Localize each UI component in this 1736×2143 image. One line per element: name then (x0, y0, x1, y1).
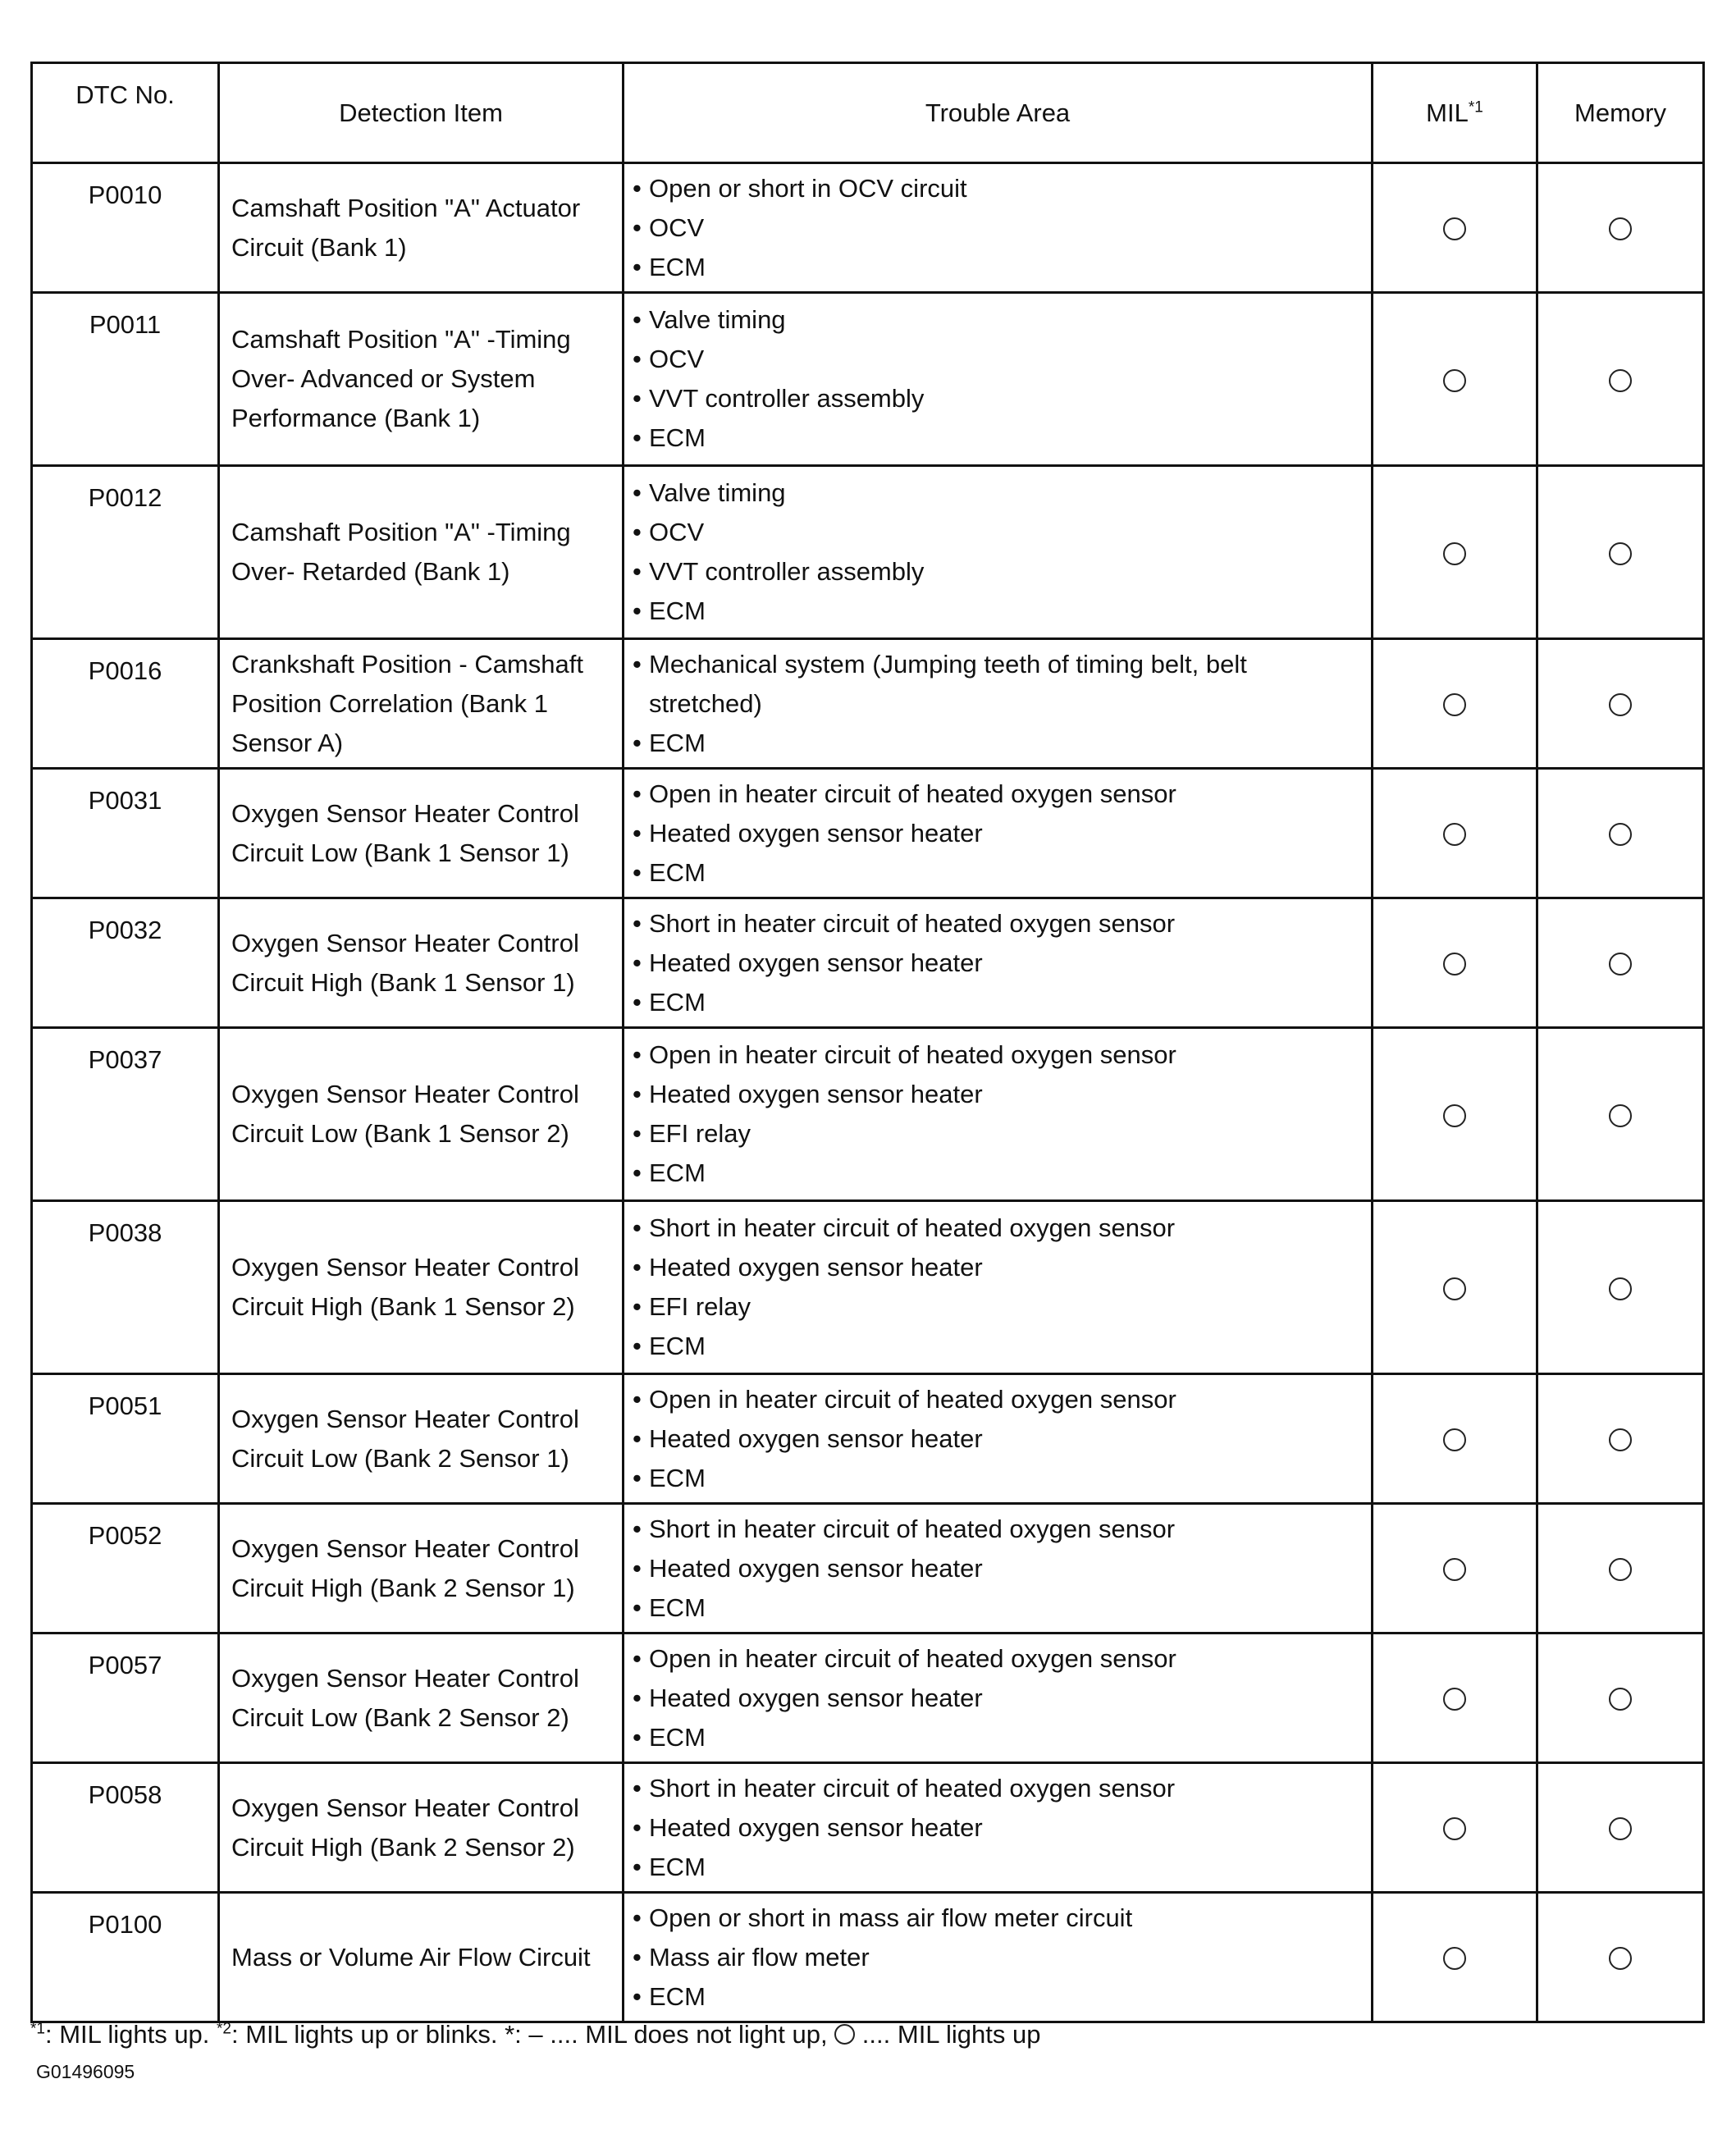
trouble-area-item (633, 1808, 1363, 1848)
trouble-area-item (633, 379, 1363, 418)
table-body (32, 163, 1704, 2022)
dtc-code: P0057 (32, 1634, 219, 1763)
bullet-icon: • (633, 1643, 642, 1673)
memory-circle-icon (1609, 369, 1632, 392)
memory-cell (1537, 293, 1704, 466)
trouble-area-item (633, 724, 1363, 763)
bullet-icon: • (633, 1773, 642, 1803)
dtc-code: P0037 (32, 1028, 219, 1201)
memory-circle-icon (1609, 217, 1632, 240)
trouble-area (624, 163, 1373, 293)
mil-circle-icon (1443, 369, 1466, 392)
bullet-icon: • (633, 1852, 642, 1881)
trouble-area (624, 1763, 1373, 1893)
trouble-area-text: Open in heater circuit of heated oxygen sensor (649, 1040, 1176, 1069)
trouble-area (624, 1634, 1373, 1763)
dtc-table (30, 62, 1705, 2023)
trouble-area-item (633, 473, 1363, 513)
trouble-area-item (633, 340, 1363, 379)
memory-cell (1537, 163, 1704, 293)
bullet-icon: • (633, 818, 642, 848)
trouble-area-text: Short in heater circuit of heated oxygen sensor (649, 1514, 1176, 1543)
trouble-area-text: ECM (649, 1332, 706, 1360)
trouble-area-item (633, 1899, 1363, 1938)
memory-cell (1537, 639, 1704, 769)
memory-circle-icon (1609, 823, 1632, 846)
trouble-area-item (633, 248, 1363, 287)
detection-item: Oxygen Sensor Heater Control Circuit High (Bank 1 Sensor 1) (219, 898, 624, 1028)
trouble-area-text: Heated oxygen sensor heater (649, 1080, 983, 1108)
bullet-icon: • (633, 1253, 642, 1282)
trouble-area-item (633, 300, 1363, 340)
trouble-area (624, 293, 1373, 466)
memory-cell (1537, 769, 1704, 898)
table-row (32, 1028, 1704, 1201)
trouble-area-text: Mass air flow meter (649, 1942, 870, 1972)
bullet-icon: • (633, 1158, 642, 1187)
trouble-area-text: ECM (649, 728, 706, 757)
bullet-icon: • (633, 1332, 642, 1360)
memory-circle-icon (1609, 542, 1632, 565)
table-row (32, 898, 1704, 1028)
detection-item: Camshaft Position "A" Actuator Circuit (Bank 1) (219, 163, 624, 293)
trouble-area-text: Short in heater circuit of heated oxygen sensor (649, 1213, 1176, 1242)
mil-cell (1373, 769, 1537, 898)
header-trouble-area: Trouble Area (624, 63, 1373, 163)
header-mil-footnote: *1 (1468, 98, 1483, 117)
trouble-area-item (633, 1769, 1363, 1808)
trouble-area-text: Heated oxygen sensor heater (649, 1553, 983, 1583)
footnote-sup-1: *1 (30, 2020, 45, 2038)
memory-circle-icon (1609, 1688, 1632, 1711)
bullet-icon: • (633, 987, 642, 1017)
table-row (32, 639, 1704, 769)
footnote-text-3: .... MIL lights up (855, 2020, 1041, 2049)
trouble-area-item (633, 1419, 1363, 1459)
trouble-area-text: VVT controller assembly (649, 384, 925, 413)
memory-cell (1537, 1374, 1704, 1504)
trouble-area (624, 1374, 1373, 1504)
detection-item: Oxygen Sensor Heater Control Circuit High (Bank 1 Sensor 2) (219, 1201, 624, 1374)
bullet-icon: • (633, 305, 642, 334)
mil-circle-icon (1443, 1558, 1466, 1581)
dtc-code: P0031 (32, 769, 219, 898)
trouble-area-item (633, 774, 1363, 814)
trouble-area-item (633, 1287, 1363, 1327)
trouble-area-item (633, 904, 1363, 944)
trouble-area-item (633, 1938, 1363, 1977)
trouble-area-item (633, 552, 1363, 592)
mil-circle-icon (1443, 217, 1466, 240)
bullet-icon: • (633, 252, 642, 281)
memory-cell (1537, 1634, 1704, 1763)
trouble-area-item (633, 1848, 1363, 1887)
table-row (32, 769, 1704, 898)
trouble-area-item (633, 1510, 1363, 1549)
trouble-area-text: Open in heater circuit of heated oxygen sensor (649, 1643, 1176, 1673)
header-mil-label: MIL (1426, 98, 1469, 127)
trouble-area (624, 1028, 1373, 1201)
bullet-icon: • (633, 857, 642, 887)
trouble-area-text: Heated oxygen sensor heater (649, 1253, 983, 1282)
trouble-area-text: ECM (649, 1722, 706, 1752)
dtc-code: P0100 (32, 1893, 219, 2022)
bullet-icon: • (633, 596, 642, 625)
mil-cell (1373, 163, 1537, 293)
trouble-area (624, 1201, 1373, 1374)
trouble-area-item (633, 1588, 1363, 1628)
trouble-area-item (633, 853, 1363, 893)
mil-cell (1373, 1504, 1537, 1634)
trouble-area-item (633, 208, 1363, 248)
table-row (32, 1893, 1704, 2022)
dtc-code: P0051 (32, 1374, 219, 1504)
bullet-icon: • (633, 908, 642, 938)
bullet-icon: • (633, 173, 642, 203)
trouble-area-text: ECM (649, 1158, 706, 1187)
mil-circle-icon (1443, 1688, 1466, 1711)
trouble-area-text: Open in heater circuit of heated oxygen sensor (649, 779, 1176, 808)
trouble-area-item (633, 1459, 1363, 1498)
trouble-area-text: EFI relay (649, 1292, 752, 1321)
mil-cell (1373, 1763, 1537, 1893)
table-row (32, 293, 1704, 466)
trouble-area-item (633, 645, 1363, 724)
trouble-area-item (633, 1035, 1363, 1075)
mil-circle-icon (1443, 693, 1466, 716)
trouble-area-item (633, 1718, 1363, 1757)
bullet-icon: • (633, 423, 642, 452)
memory-circle-icon (1609, 1558, 1632, 1581)
memory-circle-icon (1609, 1817, 1632, 1840)
header-dtc-no: DTC No. (32, 63, 219, 163)
bullet-icon: • (633, 345, 642, 373)
header-memory: Memory (1537, 63, 1704, 163)
mil-cell (1373, 639, 1537, 769)
trouble-area-item (633, 814, 1363, 853)
trouble-area-text: ECM (649, 596, 706, 625)
dtc-code: P0038 (32, 1201, 219, 1374)
bullet-icon: • (633, 1812, 642, 1842)
bullet-icon: • (633, 948, 642, 977)
bullet-icon: • (633, 384, 642, 413)
memory-cell (1537, 1504, 1704, 1634)
trouble-area (624, 639, 1373, 769)
trouble-area-text: OCV (649, 345, 705, 373)
trouble-area-item (633, 944, 1363, 983)
trouble-area-text: EFI relay (649, 1119, 752, 1148)
bullet-icon: • (633, 1553, 642, 1583)
mil-circle-icon (1443, 1104, 1466, 1127)
trouble-area-text: OCV (649, 518, 705, 546)
mil-cell (1373, 466, 1537, 639)
trouble-area-text: Open or short in OCV circuit (649, 173, 967, 203)
trouble-area-text: Open in heater circuit of heated oxygen sensor (649, 1384, 1176, 1414)
mil-circle-icon (1443, 823, 1466, 846)
bullet-icon: • (633, 1463, 642, 1492)
header-detection-item: Detection Item (219, 63, 624, 163)
memory-circle-icon (1609, 1104, 1632, 1127)
memory-circle-icon (1609, 953, 1632, 976)
mil-cell (1373, 1374, 1537, 1504)
footnote-text-1: : MIL lights up. (44, 2020, 217, 2049)
trouble-area-item (633, 1380, 1363, 1419)
footnote (30, 2020, 1040, 2049)
bullet-icon: • (633, 1722, 642, 1752)
trouble-area-text: ECM (649, 423, 706, 452)
trouble-area-text: ECM (649, 1592, 706, 1622)
memory-cell (1537, 898, 1704, 1028)
trouble-area-item (633, 592, 1363, 631)
mil-cell (1373, 1634, 1537, 1763)
mil-cell (1373, 1201, 1537, 1374)
memory-cell (1537, 1763, 1704, 1893)
memory-cell (1537, 1028, 1704, 1201)
table-row (32, 163, 1704, 293)
trouble-area-text: Heated oxygen sensor heater (649, 1423, 983, 1453)
footnote-sup-2: *2 (217, 2020, 231, 2038)
bullet-icon: • (633, 1903, 642, 1932)
mil-cell (1373, 1028, 1537, 1201)
detection-item: Oxygen Sensor Heater Control Circuit High (Bank 2 Sensor 1) (219, 1504, 624, 1634)
circle-symbol-icon (834, 2024, 855, 2045)
bullet-icon: • (633, 1981, 642, 2011)
trouble-area-item (633, 1114, 1363, 1154)
table-row (32, 1504, 1704, 1634)
mil-circle-icon (1443, 1428, 1466, 1451)
memory-cell (1537, 466, 1704, 639)
trouble-area-text: ECM (649, 1981, 706, 2011)
bullet-icon: • (633, 1080, 642, 1108)
trouble-area-text: Heated oxygen sensor heater (649, 1683, 983, 1712)
mil-cell (1373, 293, 1537, 466)
memory-cell (1537, 1893, 1704, 2022)
trouble-area-text: Open or short in mass air flow meter circuit (649, 1903, 1133, 1932)
bullet-icon: • (633, 1683, 642, 1712)
trouble-area-item (633, 1248, 1363, 1287)
mil-cell (1373, 1893, 1537, 2022)
header-row (32, 63, 1704, 163)
bullet-icon: • (633, 478, 642, 507)
table-row (32, 466, 1704, 639)
trouble-area-item (633, 169, 1363, 208)
memory-circle-icon (1609, 1428, 1632, 1451)
bullet-icon: • (633, 1514, 642, 1543)
mil-circle-icon (1443, 1277, 1466, 1300)
header-mil (1373, 63, 1537, 163)
memory-circle-icon (1609, 693, 1632, 716)
bullet-icon: • (633, 1040, 642, 1069)
trouble-area-item (633, 1639, 1363, 1679)
dtc-code: P0012 (32, 466, 219, 639)
dtc-code: P0052 (32, 1504, 219, 1634)
trouble-area (624, 466, 1373, 639)
trouble-area-text: Heated oxygen sensor heater (649, 1812, 983, 1842)
figure-code: G01496095 (36, 2061, 135, 2082)
bullet-icon: • (633, 518, 642, 546)
detection-item: Oxygen Sensor Heater Control Circuit Low (Bank 1 Sensor 2) (219, 1028, 624, 1201)
dtc-code: P0011 (32, 293, 219, 466)
bullet-icon: • (633, 1384, 642, 1414)
trouble-area-text: ECM (649, 1852, 706, 1881)
bullet-icon: • (633, 649, 642, 679)
trouble-area-item (633, 418, 1363, 458)
trouble-area-item (633, 1549, 1363, 1588)
detection-item: Mass or Volume Air Flow Circuit (219, 1893, 624, 2022)
trouble-area-text: OCV (649, 212, 705, 242)
table-row (32, 1634, 1704, 1763)
detection-item: Oxygen Sensor Heater Control Circuit Low (Bank 1 Sensor 1) (219, 769, 624, 898)
bullet-icon: • (633, 557, 642, 586)
detection-item: Crankshaft Position - Camshaft Position Correlation (Bank 1 Sensor A) (219, 639, 624, 769)
dtc-code: P0010 (32, 163, 219, 293)
trouble-area-text: Valve timing (649, 478, 786, 507)
trouble-area (624, 769, 1373, 898)
detection-item: Camshaft Position "A" -Timing Over- Advanced or System Performance (Bank 1) (219, 293, 624, 466)
detection-item: Oxygen Sensor Heater Control Circuit Low (Bank 2 Sensor 1) (219, 1374, 624, 1504)
bullet-icon: • (633, 779, 642, 808)
table-row (32, 1201, 1704, 1374)
bullet-icon: • (633, 1942, 642, 1972)
trouble-area-item (633, 513, 1363, 552)
trouble-area-text: Short in heater circuit of heated oxygen sensor (649, 1773, 1176, 1803)
detection-item: Camshaft Position "A" -Timing Over- Retarded (Bank 1) (219, 466, 624, 639)
trouble-area (624, 1893, 1373, 2022)
trouble-area-item (633, 983, 1363, 1022)
bullet-icon: • (633, 212, 642, 242)
trouble-area-item (633, 1075, 1363, 1114)
trouble-area (624, 1504, 1373, 1634)
bullet-icon: • (633, 1592, 642, 1622)
memory-circle-icon (1609, 1947, 1632, 1970)
bullet-icon: • (633, 1213, 642, 1242)
dtc-code: P0016 (32, 639, 219, 769)
mil-cell (1373, 898, 1537, 1028)
detection-item: Oxygen Sensor Heater Control Circuit High (Bank 2 Sensor 2) (219, 1763, 624, 1893)
trouble-area-text: ECM (649, 987, 706, 1017)
bullet-icon: • (633, 728, 642, 757)
trouble-area-text: ECM (649, 1463, 706, 1492)
trouble-area (624, 898, 1373, 1028)
detection-item: Oxygen Sensor Heater Control Circuit Low (Bank 2 Sensor 2) (219, 1634, 624, 1763)
trouble-area-text: Mechanical system (Jumping teeth of timing belt, belt stretched) (649, 649, 1247, 718)
table-row (32, 1374, 1704, 1504)
memory-circle-icon (1609, 1277, 1632, 1300)
trouble-area-text: VVT controller assembly (649, 557, 925, 586)
trouble-area-item (633, 1679, 1363, 1718)
mil-circle-icon (1443, 953, 1466, 976)
dtc-code: P0058 (32, 1763, 219, 1893)
bullet-icon: • (633, 1119, 642, 1148)
memory-cell (1537, 1201, 1704, 1374)
trouble-area-text: ECM (649, 857, 706, 887)
trouble-area-item (633, 1977, 1363, 2017)
trouble-area-item (633, 1209, 1363, 1248)
bullet-icon: • (633, 1423, 642, 1453)
trouble-area-text: Heated oxygen sensor heater (649, 818, 983, 848)
mil-circle-icon (1443, 542, 1466, 565)
dtc-code: P0032 (32, 898, 219, 1028)
bullet-icon: • (633, 1292, 642, 1321)
table-row (32, 1763, 1704, 1893)
trouble-area-text: Heated oxygen sensor heater (649, 948, 983, 977)
mil-circle-icon (1443, 1817, 1466, 1840)
trouble-area-text: Valve timing (649, 305, 786, 334)
footnote-text-2: : MIL lights up or blinks. *: – .... MIL does not light up, (231, 2020, 835, 2049)
mil-circle-icon (1443, 1947, 1466, 1970)
trouble-area-text: Short in heater circuit of heated oxygen sensor (649, 908, 1176, 938)
trouble-area-text: ECM (649, 252, 706, 281)
trouble-area-item (633, 1327, 1363, 1366)
trouble-area-item (633, 1154, 1363, 1193)
